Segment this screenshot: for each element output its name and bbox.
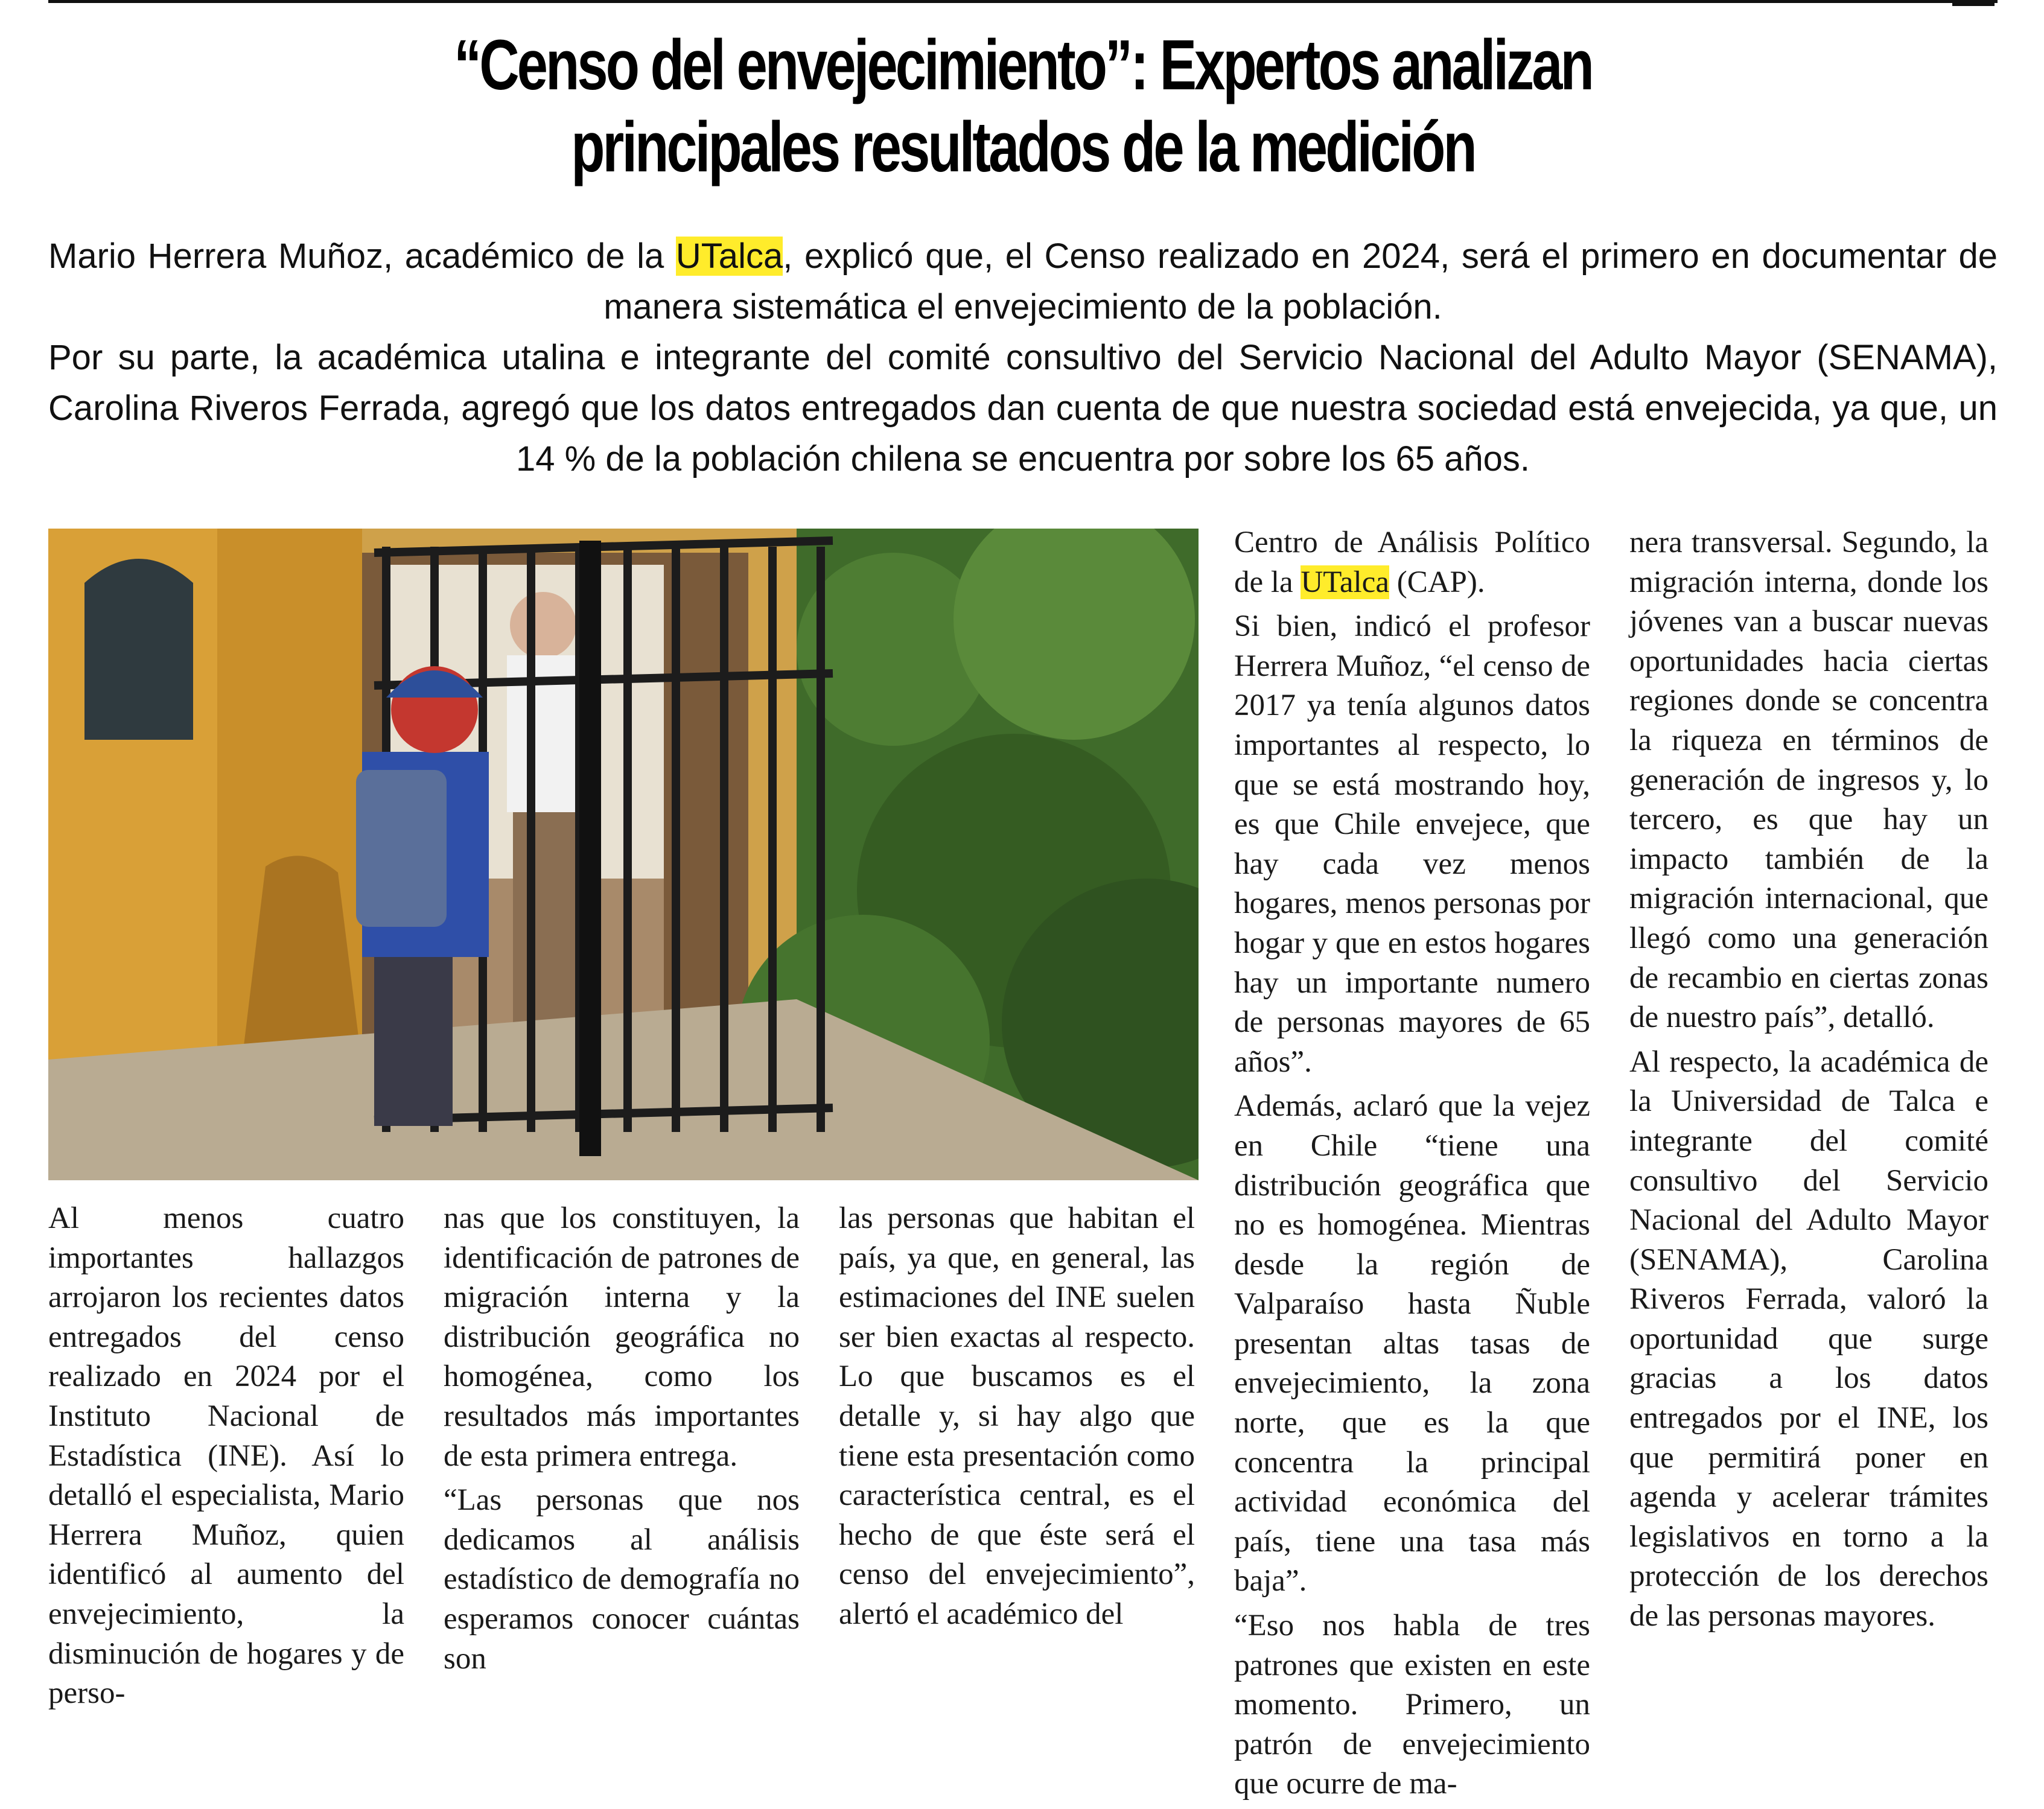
- lead-text: , explicó que, el Censo realizado en 2024, será el primero en documentar de manera sistemática el envejecimiento de la población.: [603, 237, 1998, 326]
- headline: [263, 24, 1783, 188]
- paragraph: Al respecto, la académica de la Universidad de Talca e integrante del comité consultivo del Servicio Nacional del Adulto Mayor (SENAMA), Carolina Riveros Ferrada, valoró la oportunidad que surge gracias a los datos entregados por el INE, los que permitirá poner en agenda y acelerar trámites legislativos en torno a la protección de los derechos de las personas mayores.: [1629, 1044, 1988, 1633]
- lead-paragraph-2: Por su parte, la académica utalina e integrante del comité consultivo del Servicio Nacional del Adulto Mayor (SENAMA), Carolina Riveros Ferrada, agregó que los datos entregados dan cuenta de que nuestra sociedad está envejecida, ya que, un 14 % de la población chilena se encuentra por sobre los 65 años.: [48, 338, 1998, 478]
- lead-paragraph-1: [48, 231, 1998, 332]
- paragraph: “Eso nos habla de tres patrones que existen en este momento. Primero, un patrón de envejecimiento que ocurre de ma-: [1234, 1609, 1590, 1801]
- highlight-utalca: UTalca: [675, 237, 783, 276]
- highlight-utalca: UTalca: [1301, 565, 1389, 599]
- lead-paragraphs: [48, 231, 1998, 485]
- paragraph: Si bien, indicó el profesor Herrera Muñoz, “el censo de 2017 ya tenía algunos datos importantes al respecto, lo que se está mostrando hoy, es que Chile envejece, que hay cada vez menos hogares, menos personas por hogar y que en estos hogares hay un importante numero de personas mayores de 65 años”.: [1234, 609, 1590, 1079]
- article-photo: [48, 529, 1199, 1180]
- column-4: [1234, 523, 1590, 1809]
- paragraph: nera transversal. Segundo, la migración interna, donde los jóvenes van a buscar nuevas oportunidades hacia ciertas regiones donde se concentra la riqueza en términos de generación de ingresos y, lo tercero, es que hay un impacto también de la migración internacional, que llegó como una generación de recambio en ciertas zonas de nuestro país”, detalló.: [1629, 526, 1988, 1035]
- lead-text: Mario Herrera Muñoz, académico de la: [48, 237, 676, 276]
- paragraph-text: Centro de Análisis Político de la: [1234, 526, 1590, 599]
- headline-line-1: “Censo del envejecimiento”: Expertos analizan: [454, 25, 1592, 105]
- column-5: [1629, 523, 1988, 1641]
- paragraph: las personas que habitan el país, ya que, en general, las estimaciones del INE suelen ser bien exactas al respecto. Lo que buscamos es el detalle y, si hay algo que tiene esta presentación como característica central, es el hecho de que éste será el censo del envejecimiento”, alertó el académico del: [839, 1201, 1195, 1631]
- column-3: [839, 1199, 1195, 1639]
- column-2: [444, 1199, 800, 1683]
- top-rule: [48, 0, 1998, 3]
- paragraph: Además, aclaró que la vejez en Chile “tiene una distribución geográfica que no es homogénea. Mientras desde la región de Valparaíso hasta Ñuble presentan altas tasas de envejecimiento, la zona norte, que es la que concentra la principal actividad económica del país, tiene una tasa más baja”.: [1234, 1089, 1590, 1598]
- column-1: [48, 1199, 404, 1718]
- paragraph: Al menos cuatro importantes hallazgos arrojaron los recientes datos entregados del censo realizado en 2024 por el Instituto Nacional de Estadística (INE). Así lo detalló el especialista, Mario Herrera Muñoz, quien identificó al aumento del envejecimiento, la disminución de hogares y de perso-: [48, 1201, 404, 1711]
- paragraph-text: (CAP).: [1389, 565, 1485, 599]
- census-visit-illustration: [48, 529, 1199, 1180]
- top-rule-mark: [1952, 0, 1995, 6]
- headline-line-2: principales resultados de la medición: [571, 107, 1475, 187]
- paragraph: nas que los constituyen, la identificación de patrones de migración interna y la distribución geográfica no homogénea, como los resultados más importantes de esta primera entrega.: [444, 1201, 800, 1473]
- paragraph: [1234, 523, 1590, 602]
- paragraph: “Las personas que nos dedicamos al análisis estadístico de demografía no esperamos conocer cuántas son: [444, 1483, 800, 1676]
